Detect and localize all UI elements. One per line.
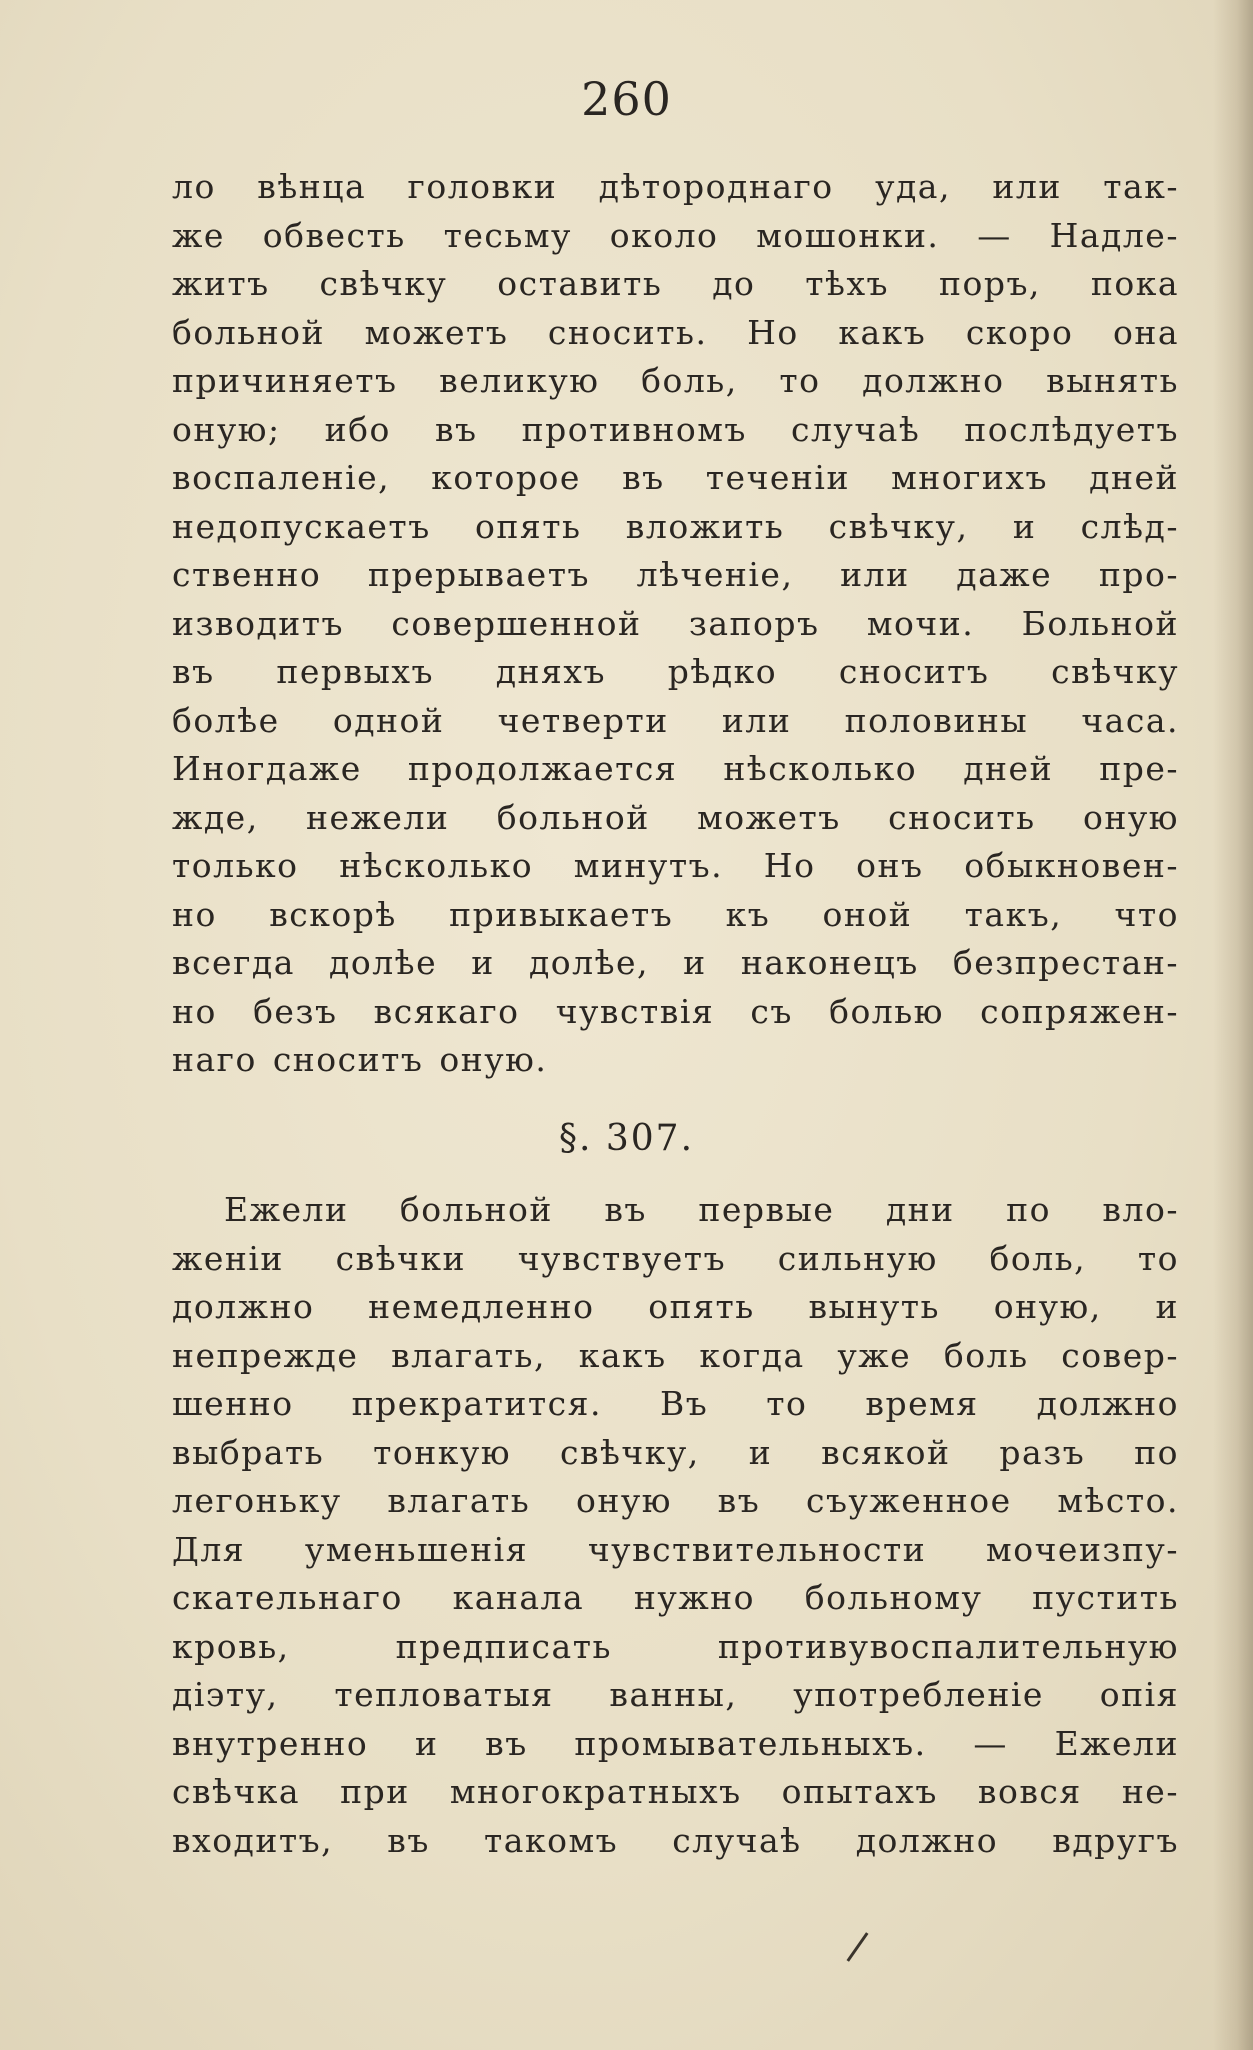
text-line: изводитъ совершенной запоръ мочи. Больной [172,603,1179,643]
text-line: входитъ, въ такомъ случаѣ должно вдругъ [172,1820,1179,1860]
text-line: воспаленіе, которое въ теченіи многихъ дней [172,458,1179,497]
text-line: выбрать тонкую свѣчку, и всякой разъ по [172,1432,1179,1472]
text-line: кровь, предписать противувоспалительную [172,1626,1179,1666]
text-line: женіи свѣчки чувствуетъ сильную боль, то [172,1238,1179,1278]
text-line: внутренно и въ промывательныхъ. — Ежели [172,1723,1179,1763]
text-line: больной можетъ сносить. Но какъ скоро она [172,312,1179,352]
text-line: жде, нежели больной можетъ сносить оную [172,797,1179,837]
page-number: 260 [581,72,672,126]
text-line: но безъ всякаго чувствія съ болью сопряжен- [172,991,1179,1031]
text-line: ственно прерываетъ лѣченіе, или даже про- [172,555,1179,594]
text-line: легоньку влагать оную въ съуженное мѣсто. [172,1481,1179,1520]
page-gutter-shadow [1213,0,1253,2050]
text-line: въ первыхъ дняхъ рѣдко сноситъ свѣчку [172,652,1179,691]
pencil-mark [847,1932,869,1962]
text-line: свѣчка при многократныхъ опытахъ вовся не- [172,1772,1179,1811]
paragraph-section-307 [172,1186,1179,1865]
text-line: наго сноситъ оную. [172,1040,548,1079]
text-line: скательнаго канала нужно больному пустить [172,1578,1179,1617]
text-line: Ежели больной въ первые дни по вло- [224,1190,1179,1229]
text-line: же обвесть тесьму около мошонки. — Надле- [172,215,1179,255]
text-line: Для уменьшенія чувствительности мочеизпу- [172,1529,1179,1569]
text-line: должно немедленно опять вынуть оную, и [172,1287,1179,1326]
text-line: болѣе одной четверти или половины часа. [172,700,1179,740]
text-line: только нѣсколько минутъ. Но онъ обыкновен- [172,846,1179,885]
text-line: всегда долѣе и долѣе, и наконецъ безпрестан- [172,943,1179,982]
text-line: оную; ибо въ противномъ случаѣ послѣдуетъ [172,409,1179,449]
text-line: житъ свѣчку оставить до тѣхъ поръ, пока [172,264,1179,303]
text-line: непрежде влагать, какъ когда уже боль совер- [172,1335,1179,1375]
section-heading: §. 307. [558,1118,695,1159]
text-line: ло вѣнца головки дѣтороднаго уда, или так- [172,167,1179,206]
text-line: Иногдаже продолжается нѣсколько дней пре- [172,749,1179,788]
text-line: но вскорѣ привыкаетъ къ оной такъ, что [172,894,1179,934]
text-line: недопускаетъ опять вложить свѣчку, и слѣд- [172,506,1179,546]
text-line: шенно прекратится. Въ то время должно [172,1384,1179,1423]
paragraph-continued [172,163,1179,1085]
text-line: причиняетъ великую боль, то должно вынять [172,361,1179,400]
text-line: діэту, тепловатыя ванны, употребленіе опія [172,1675,1179,1714]
